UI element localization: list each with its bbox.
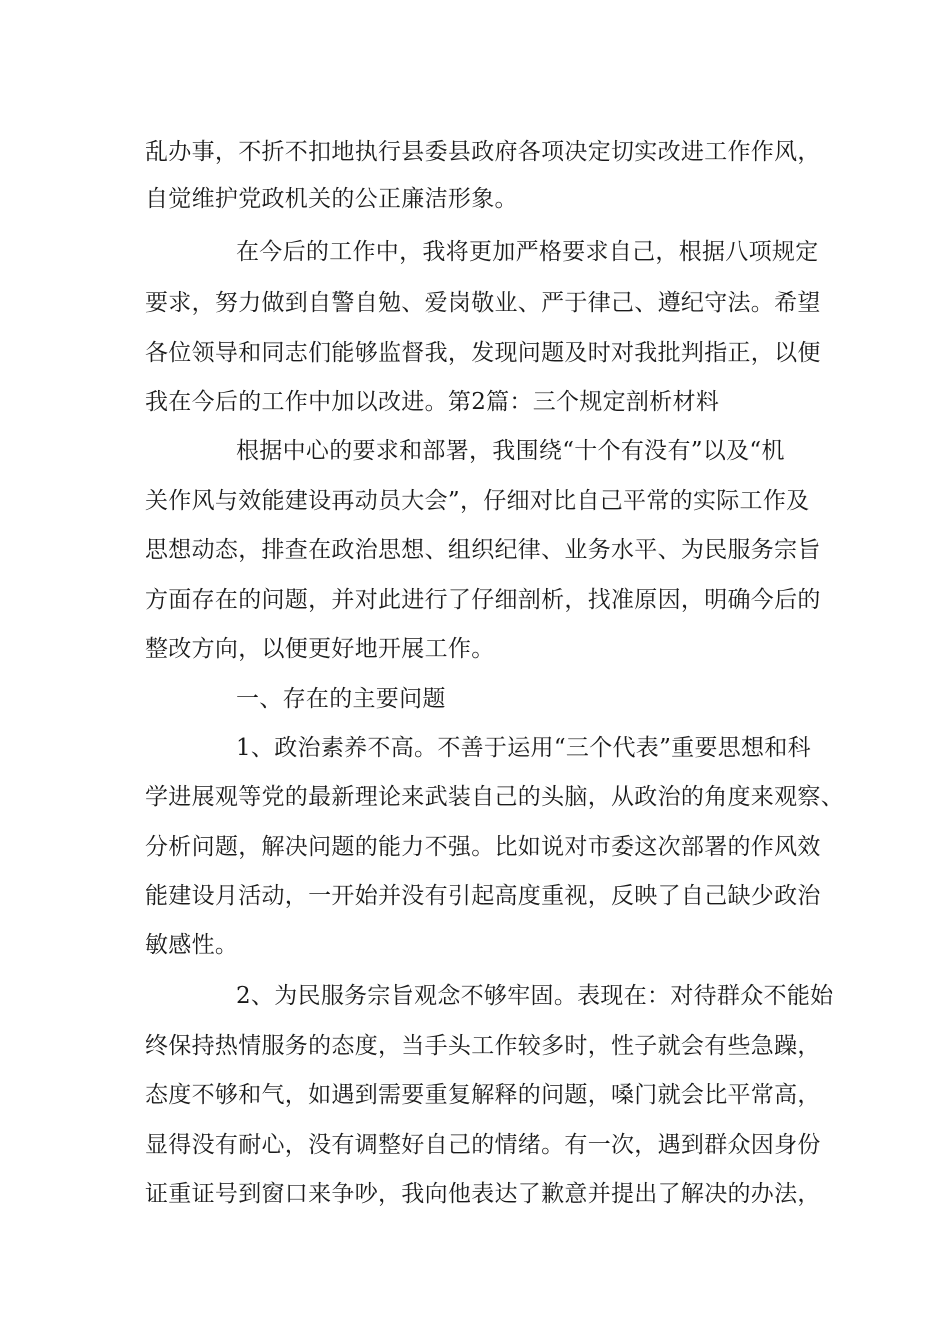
text-line-5: 各位领导和同志们能够监督我，发现问题及时对我批判指正，以便 xyxy=(145,340,821,366)
text-line-6: 我在今后的工作中加以改进。第2篇：三个规定剖析材料 xyxy=(145,389,720,415)
text-line-17: 敏感性。 xyxy=(145,932,239,958)
text-line-2: 自觉维护党政机关的公正廉洁形象。 xyxy=(145,186,518,212)
text-line-10: 方面存在的问题，并对此进行了仔细剖析，找准原因，明确今后的 xyxy=(145,587,821,613)
text-line-16: 能建设月活动，一开始并没有引起高度重视，反映了自己缺少政治 xyxy=(145,883,821,909)
text-line-20: 态度不够和气，如遇到需要重复解释的问题，嗓门就会比平常高， xyxy=(145,1082,821,1108)
text-line-19: 终保持热情服务的态度，当手头工作较多时，性子就会有些急躁， xyxy=(145,1033,821,1059)
text-line-18: 2、为民服务宗旨观念不够牢固。表现在：对待群众不能始 xyxy=(236,983,834,1009)
text-line-9: 思想动态，排查在政治思想、组织纪律、业务水平、为民服务宗旨 xyxy=(145,537,821,563)
text-line-4: 要求，努力做到自警自勉、爱岗敬业、严于律己、遵纪守法。希望 xyxy=(145,290,821,316)
text-line-22: 证重证号到窗口来争吵，我向他表达了歉意并提出了解决的办法， xyxy=(145,1181,821,1207)
text-line-3: 在今后的工作中，我将更加严格要求自己，根据八项规定 xyxy=(236,239,819,265)
text-line-1: 乱办事，不折不扣地执行县委县政府各项决定切实改进工作作风， xyxy=(145,139,821,165)
text-line-13: 1、政治素养不高。不善于运用“三个代表”重要思想和科 xyxy=(236,735,811,761)
section-heading: 一、存在的主要问题 xyxy=(236,686,446,712)
text-line-11: 整改方向，以便更好地开展工作。 xyxy=(145,636,495,662)
text-line-7: 根据中心的要求和部署，我围绕“十个有没有”以及“机 xyxy=(236,438,785,464)
text-line-15: 分析问题，解决问题的能力不强。比如说对市委这次部署的作风效 xyxy=(145,834,821,860)
text-line-14: 学进展观等党的最新理论来武装自己的头脑，从政治的角度来观察、 xyxy=(145,784,844,810)
text-line-8: 关作风与效能建设再动员大会”，仔细对比自己平常的实际工作及 xyxy=(145,488,810,514)
text-line-21: 显得没有耐心，没有调整好自己的情绪。有一次，遇到群众因身份 xyxy=(145,1132,821,1158)
